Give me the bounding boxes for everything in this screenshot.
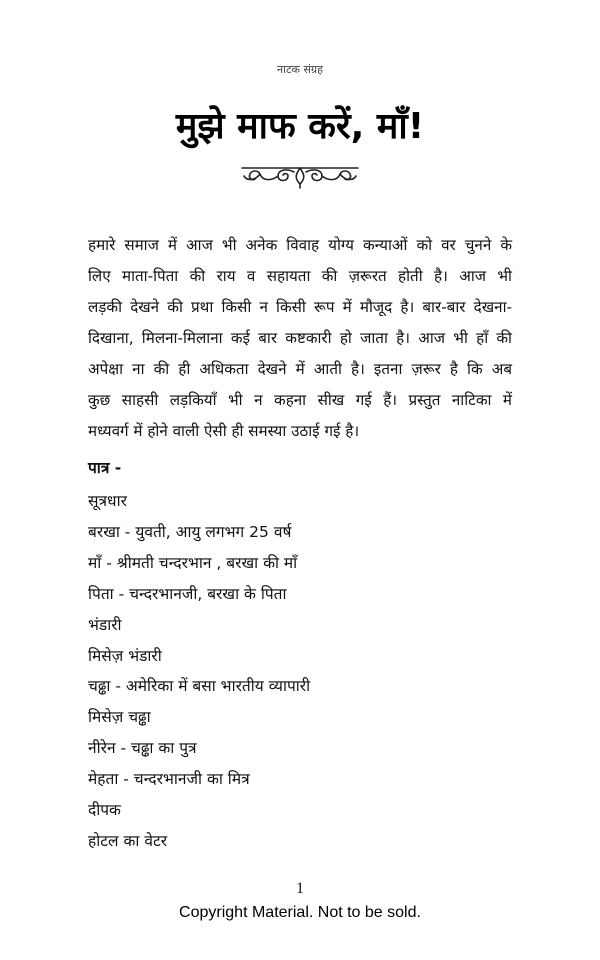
page-number: 1 (296, 880, 304, 897)
flourish-divider-icon (240, 164, 360, 190)
cast-item: मिसेज़ चढ्ढा (88, 708, 151, 727)
cast-item: सूत्रधार (88, 492, 127, 510)
cast-item: मेहता - चन्दरभानजी का मित्र (88, 770, 250, 789)
intro-line: दिखाना, मिलना-मिलाना कई बार कष्टकारी हो जाता है। आज भी हाँ की (88, 329, 512, 347)
intro-line: हमारे समाज में आज भी अनेक विवाह योग्य कन्याओं को वर चुनने के (88, 236, 512, 254)
intro-line: लड़की देखने की प्रथा किसी न किसी रूप में मौजूद है। बार-बार देखना- (88, 298, 512, 316)
cast-item: भंडारी (88, 615, 122, 634)
cast-list (88, 486, 508, 857)
cast-item: बरखा - युवती, आयु लगभग 25 वर्ष (88, 522, 292, 541)
cast-heading: पात्र - (88, 459, 122, 477)
intro-line: कुछ साहसी लड़कियाँ भी न कहना सीख गई हैं। प्रस्तुत नाटिका में (88, 391, 512, 409)
intro-line: मध्यवर्ग में होने वाली ऐसी ही समस्या उठाई गई है। (88, 422, 360, 440)
cast-item: चढ्ढा - अमेरिका में बसा भारतीय व्यापारी (88, 677, 311, 696)
cast-item: पिता - चन्दरभानजी, बरखा के पिता (88, 584, 287, 603)
cast-item: होटल का वेटर (88, 831, 168, 850)
intro-line: लिए माता-पिता की राय व सहायता की ज़रूरत होती है। आज भी (88, 267, 512, 285)
page-title: मुझे माफ करें, माँ! (175, 106, 425, 147)
cast-item: माँ - श्रीमती चन्दरभान , बरखा की माँ (88, 553, 298, 572)
intro-line: अपेक्षा ना की ही अधिकता देखने में आती है। इतना ज़रूर है कि अब (88, 360, 512, 378)
cast-item: नीरेन - चढ्ढा का पुत्र (88, 739, 197, 758)
cast-item: दीपक (88, 801, 121, 820)
copyright-notice: Copyright Material. Not to be sold. (179, 904, 421, 921)
cast-item: मिसेज़ भंडारी (88, 646, 162, 665)
running-head: नाटक संग्रह (277, 63, 323, 76)
intro-paragraph (88, 230, 512, 447)
